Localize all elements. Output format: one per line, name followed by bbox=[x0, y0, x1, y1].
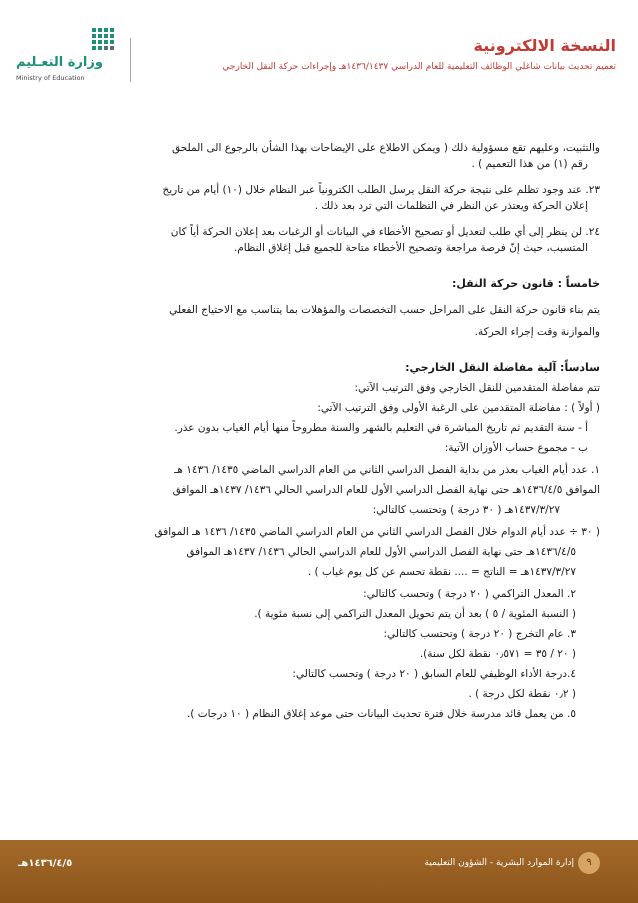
page-number: ٩ bbox=[578, 852, 600, 874]
footer-department: إدارة الموارد البشرية - الشؤون التعليمية bbox=[424, 858, 574, 868]
list-item: ٥. من يعمل قائد مدرسة خلال فترة تحديث البيانات حتى موعد إغلاق النظام ( ١٠ درجات ). bbox=[186, 708, 576, 720]
header-divider bbox=[130, 38, 131, 82]
ministry-name: وزارة التعـليم bbox=[16, 55, 103, 70]
text-line: ( ٠٫٢ نقطة لكل درجة ) . bbox=[468, 688, 576, 700]
text-line: ( ٢٠ / ٣٥ = ٠٫٥٧١ نقطة لكل سنة). bbox=[419, 648, 576, 660]
page-header bbox=[0, 0, 638, 100]
text-line: ( أولاً ) : مفاضلة المتقدمين على الرغبة الأولى وفق الترتيب الآتي: bbox=[317, 402, 600, 414]
text-line: ١٤٣٦/٤/٥هـ حتى نهاية الفصل الدراسي الأول للعام الدراسي الحالي ١٤٣٦/ ١٤٣٧هـ الموافق bbox=[186, 546, 576, 558]
ministry-logo bbox=[16, 28, 121, 88]
text-line: ١٤٣٧/٣/٢٧هـ = الناتج = .... نقطة تحسم عن كل يوم غياب ) . bbox=[307, 566, 576, 578]
text-line: ( ٣٠ ÷ عدد أيام الدوام خلال الفصل الدراسي الثاني من العام الدراسي الماضي ١٤٣٥/ ١٤٣٦ هـ الموافق bbox=[154, 526, 600, 538]
text-line: المتسبب، حيث إنّ فرصة مراجعة وتصحيح الأخطاء متاحة للجميع قبل إغلاق النظام. bbox=[233, 242, 588, 254]
list-item: ٢. المعدل التراكمي ( ٢٠ درجة ) وتحسب كالتالي: bbox=[363, 588, 576, 600]
text-line: والتثبيت، وعليهم تقع مسؤولية ذلك ( ويمكن الاطلاع على الإيضاحات بهذا الشأن بالرجوع الى الملحق bbox=[171, 142, 600, 154]
text-line: والموازنة وقت إجراء الحركة. bbox=[474, 326, 600, 338]
text-line: ( النسبة المئوية / ٥ ) بعد أن يتم تحويل المعدل التراكمي إلى نسبة مئوية ). bbox=[254, 608, 576, 620]
list-item: ب - مجموع حساب الأوزان الآتية: bbox=[444, 442, 588, 454]
ministry-name-english: Ministry of Education bbox=[16, 74, 85, 82]
text-line: ٢٤. لن ينظر إلى أي طلب لتعديل أو تصحيح الأخطاء في البيانات أو الرغبات بعد إعلان الحركة أياً كان bbox=[170, 226, 600, 238]
list-item: ٣. عام التخرج ( ٢٠ درجة ) وتحتسب كالتالي: bbox=[383, 628, 576, 640]
text-line: رقم (١) من هذا التعميم ) . bbox=[471, 158, 588, 170]
footer-date: ١٤٣٦/٤/٥هـ bbox=[18, 858, 73, 869]
list-item: ١. عدد أيام الغياب بعذر من بداية الفصل الدراسي الثاني من العام الدراسي الماضي ١٤٣٥/ ١٤٣٦ هـ bbox=[174, 464, 600, 476]
text-line: إعلان الحركة ويعتذر عن النظر في التظلمات التي ترد بعد ذلك . bbox=[314, 200, 588, 212]
section-heading: سادساً: آلية مفاضلة النقل الخارجي: bbox=[405, 361, 600, 374]
page-footer bbox=[0, 840, 638, 903]
list-item: ٤.درجة الأداء الوظيفي للعام السابق ( ٢٠ درجة ) وتحسب كالتالي: bbox=[292, 668, 576, 680]
document-body bbox=[40, 140, 600, 722]
text-line: ١٤٣٧/٣/٢٧هـ ( ٣٠ درجة ) وتحتسب كالتالي: bbox=[372, 504, 560, 516]
ministry-logo-icon bbox=[92, 28, 118, 54]
text-line: ٢٣. عند وجود تظلم على نتيجة حركة النقل يرسل الطلب الكترونياً عبر النظام خلال (١٠) أيام من تاريخ bbox=[162, 184, 600, 196]
text-line: الموافق ١٤٣٦/٤/٥هـ حتى نهاية الفصل الدراسي الأول للعام الدراسي الحالي ١٤٣٦/ ١٤٣٧هـ الموافق bbox=[172, 484, 600, 496]
list-item: أ - سنة التقديم ثم تاريخ المباشرة في التعليم بالشهر والسنة مطروحاً منها أيام الغياب بدون عذر. bbox=[174, 422, 588, 434]
text-line: تتم مفاضلة المتقدمين للنقل الخارجي وفق الترتيب الآتي: bbox=[354, 382, 600, 394]
edition-subtitle: تعميم تحديث بيانات شاغلي الوظائف التعليمية للعام الدراسي ١٤٣٦/١٤٣٧هـ وإجراءات حركة النقل الخارجي bbox=[222, 62, 616, 72]
section-heading: خامساً : قانون حركة النقل: bbox=[451, 277, 600, 290]
text-line: يتم بناء قانون حركة النقل على المراحل حسب التخصصات والمؤهلات بما يتناسب مع الاحتياج الفعلي bbox=[169, 304, 600, 316]
edition-title: النسخة الالكترونية bbox=[473, 36, 616, 55]
